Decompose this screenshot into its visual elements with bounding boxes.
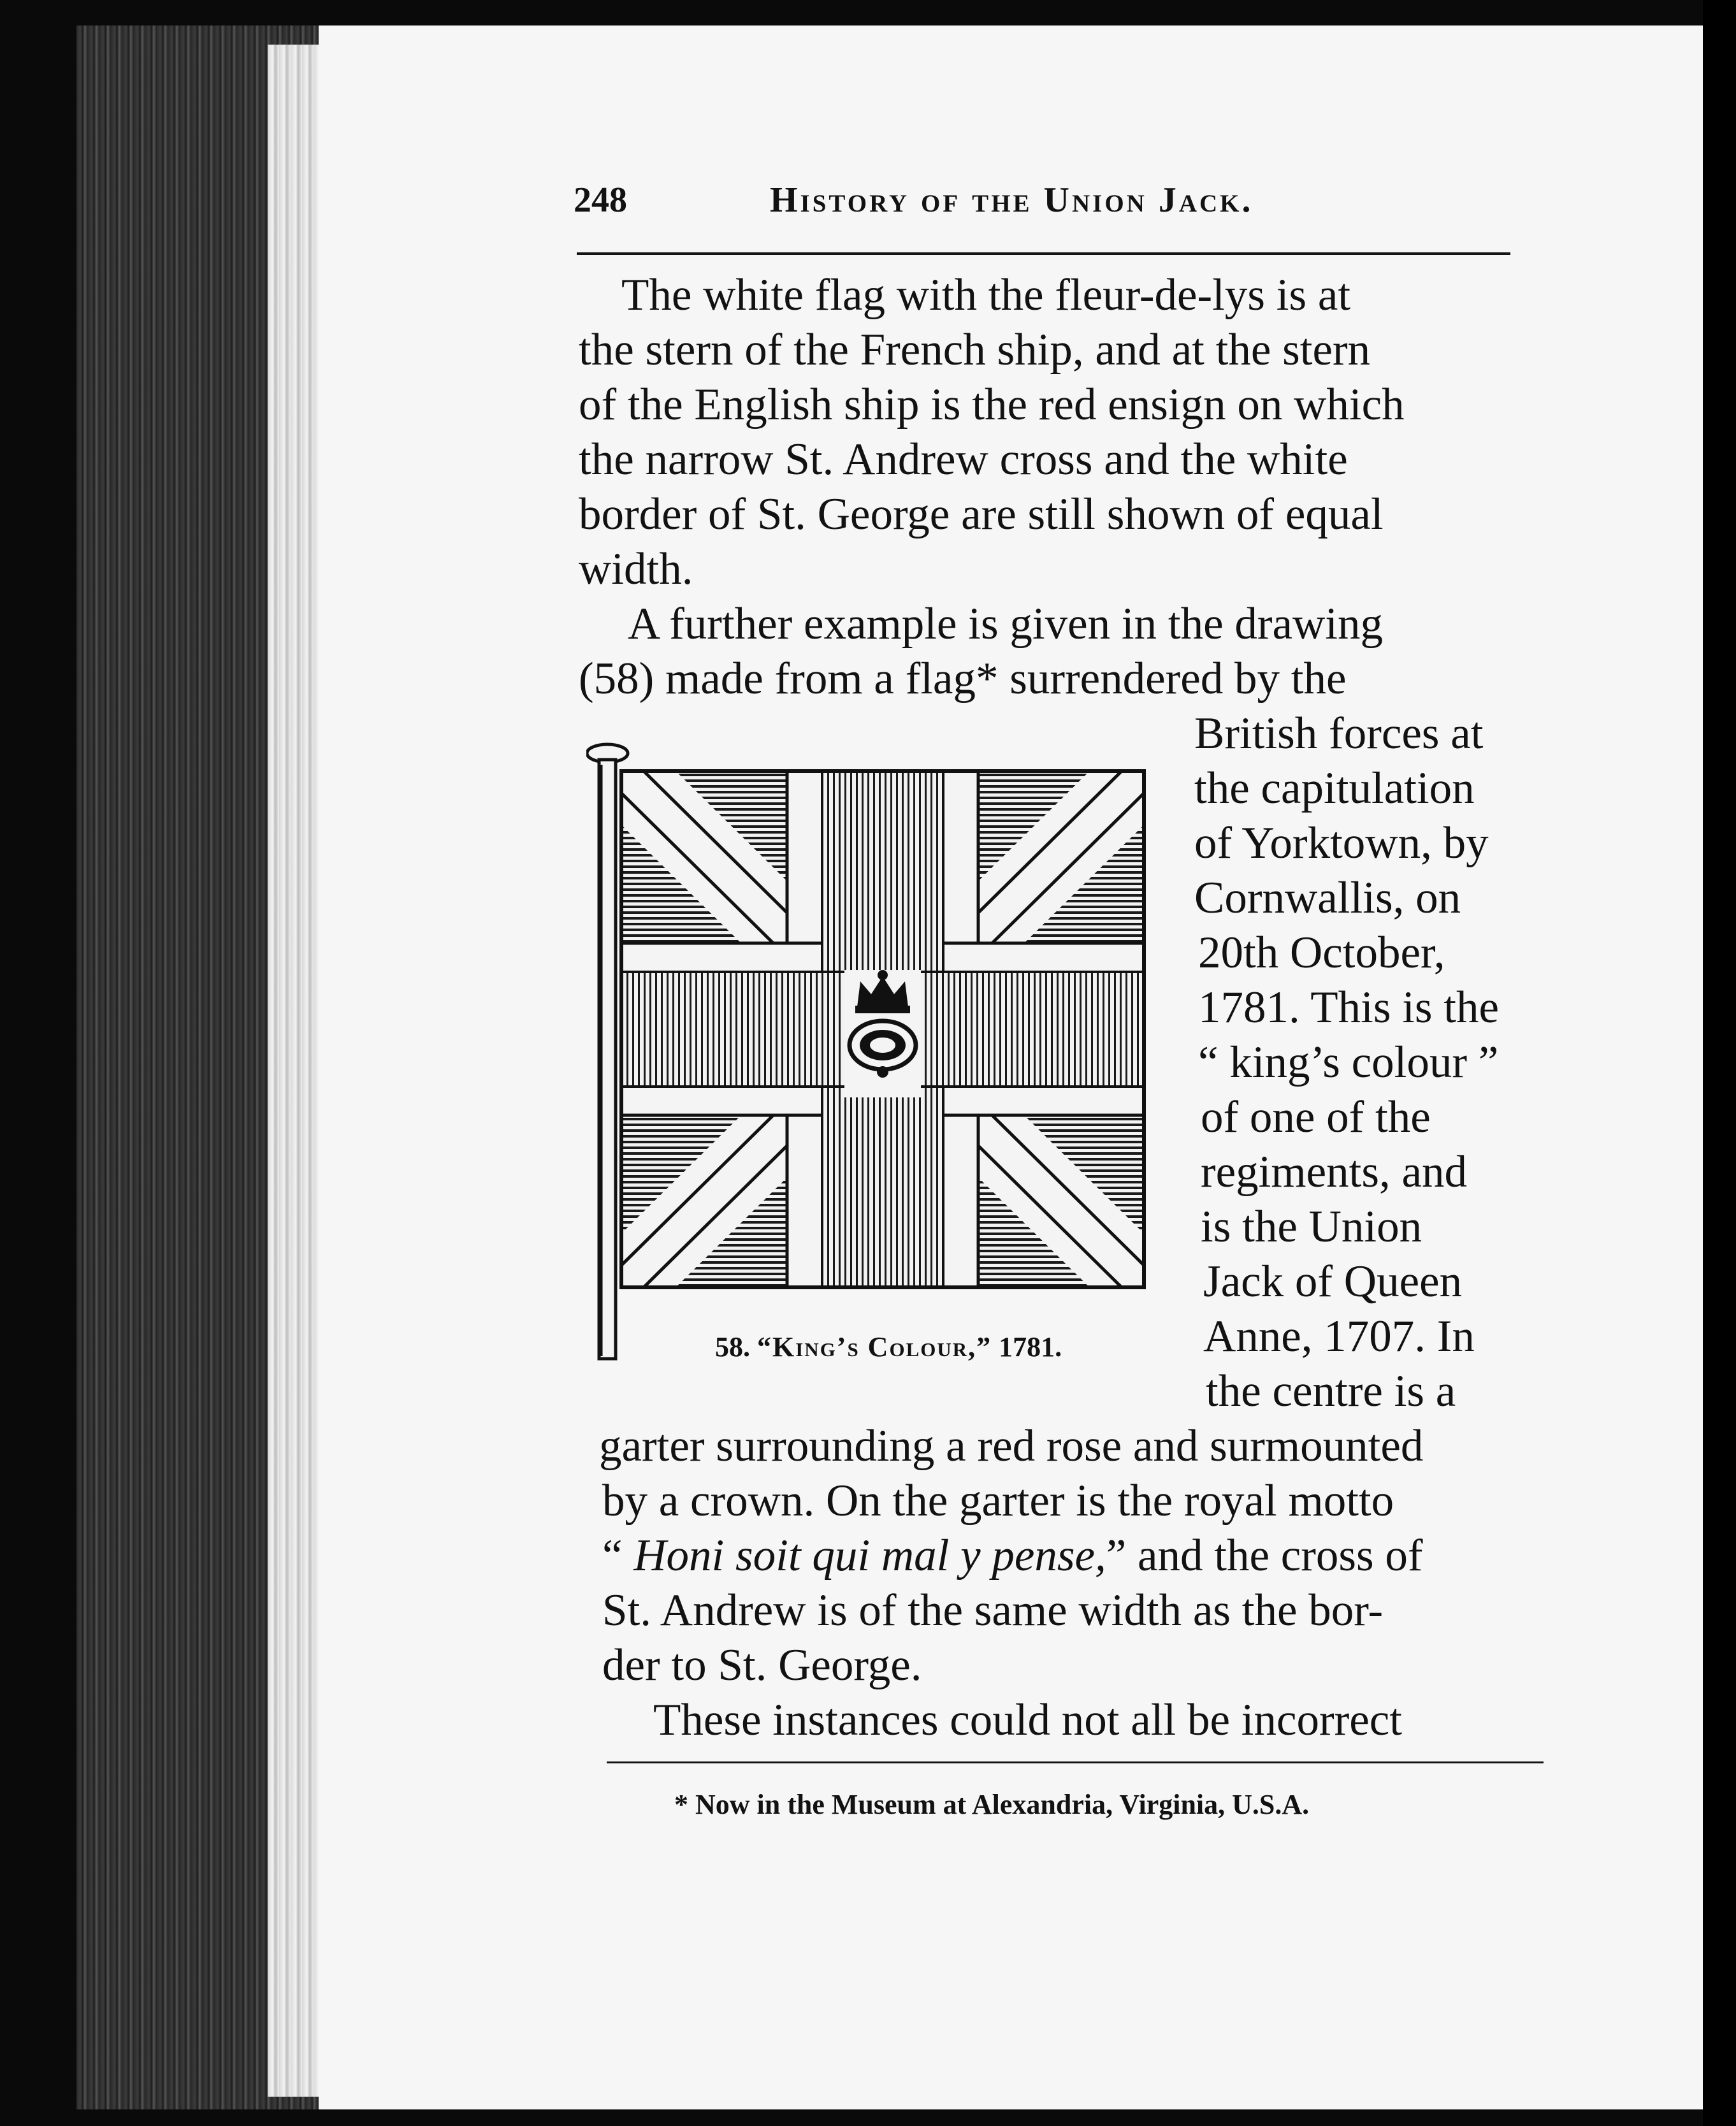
paragraph-1-line: The white flag with the fleur-de-lys is at: [621, 270, 1351, 320]
paragraph-2-wrap-line: is the Union: [1201, 1202, 1422, 1252]
royal-motto: Honi soit qui mal y pense,: [633, 1531, 1106, 1580]
paragraph-1-line: of the English ship is the red ensign on which: [579, 380, 1405, 430]
paragraph-2-wrap-line: Anne, 1707. In: [1203, 1312, 1475, 1361]
crown-and-garter-badge: [844, 970, 921, 1097]
header-rule: [577, 252, 1510, 255]
paragraph-2-line: St. Andrew is of the same width as the bor-: [602, 1586, 1384, 1635]
paragraph-2-wrap-line: the capitulation: [1194, 763, 1475, 813]
paragraph-1-line: the stern of the French ship, and at the stern: [579, 325, 1371, 375]
paragraph-3-line: These instances could not all be incorrect: [653, 1695, 1403, 1745]
paragraph-2-wrap-line: regiments, and: [1201, 1147, 1467, 1197]
flag-field: [599, 771, 1160, 1287]
paragraph-2-line: der to St. George.: [602, 1640, 922, 1690]
paragraph-1-line: width.: [579, 544, 693, 594]
paragraph-1-line: the narrow St. Andrew cross and the white: [579, 435, 1348, 484]
footnote: * Now in the Museum at Alexandria, Virginia, U.S.A.: [674, 1789, 1310, 1820]
page-stack-edges: [76, 25, 344, 2109]
figure-number: 58.: [715, 1331, 750, 1363]
paragraph-2-wrap-line: of one of the: [1201, 1092, 1431, 1142]
paragraph-2-line: (58) made from a flag* surrendered by the: [579, 654, 1347, 704]
paragraph-2-line: garter surrounding a red rose and surmounted: [599, 1421, 1424, 1471]
figure-year: 1781.: [999, 1331, 1062, 1363]
running-title: History of the Union Jack.: [770, 180, 1254, 220]
paragraph-2-wrap-line: “ king’s colour ”: [1198, 1038, 1499, 1087]
paragraph-2-wrap-line: British forces at: [1194, 709, 1484, 758]
motto-line-rest: ” and the cross of: [1106, 1531, 1423, 1580]
paragraph-2-wrap-line: of Yorktown, by: [1194, 818, 1489, 868]
page-number: 248: [574, 180, 627, 220]
motto-open-quote: “: [602, 1531, 634, 1580]
paragraph-2-wrap-line: 20th October,: [1198, 928, 1445, 978]
paragraph-1-line: border of St. George are still shown of equal: [579, 489, 1384, 539]
paragraph-2-wrap-line: Cornwallis, on: [1194, 873, 1461, 923]
motto-line: [602, 1528, 1423, 1583]
paragraph-2-wrap-line: Jack of Queen: [1203, 1257, 1463, 1306]
footnote-rule: [607, 1761, 1544, 1763]
paragraph-2-line: A further example is given in the drawing: [628, 599, 1383, 649]
paragraph-2-wrap-line: 1781. This is the: [1198, 983, 1500, 1032]
figure-caption: [715, 1331, 1062, 1363]
figure-title: “King’s Colour,”: [757, 1331, 992, 1363]
paragraph-2-line: by a crown. On the garter is the royal motto: [602, 1476, 1394, 1526]
paragraph-2-wrap-line: the centre is a: [1206, 1366, 1456, 1416]
kings-colour-flag-illustration: [586, 739, 1160, 1389]
scan-border: [1703, 0, 1736, 2126]
flag-figure: [586, 739, 1160, 1389]
